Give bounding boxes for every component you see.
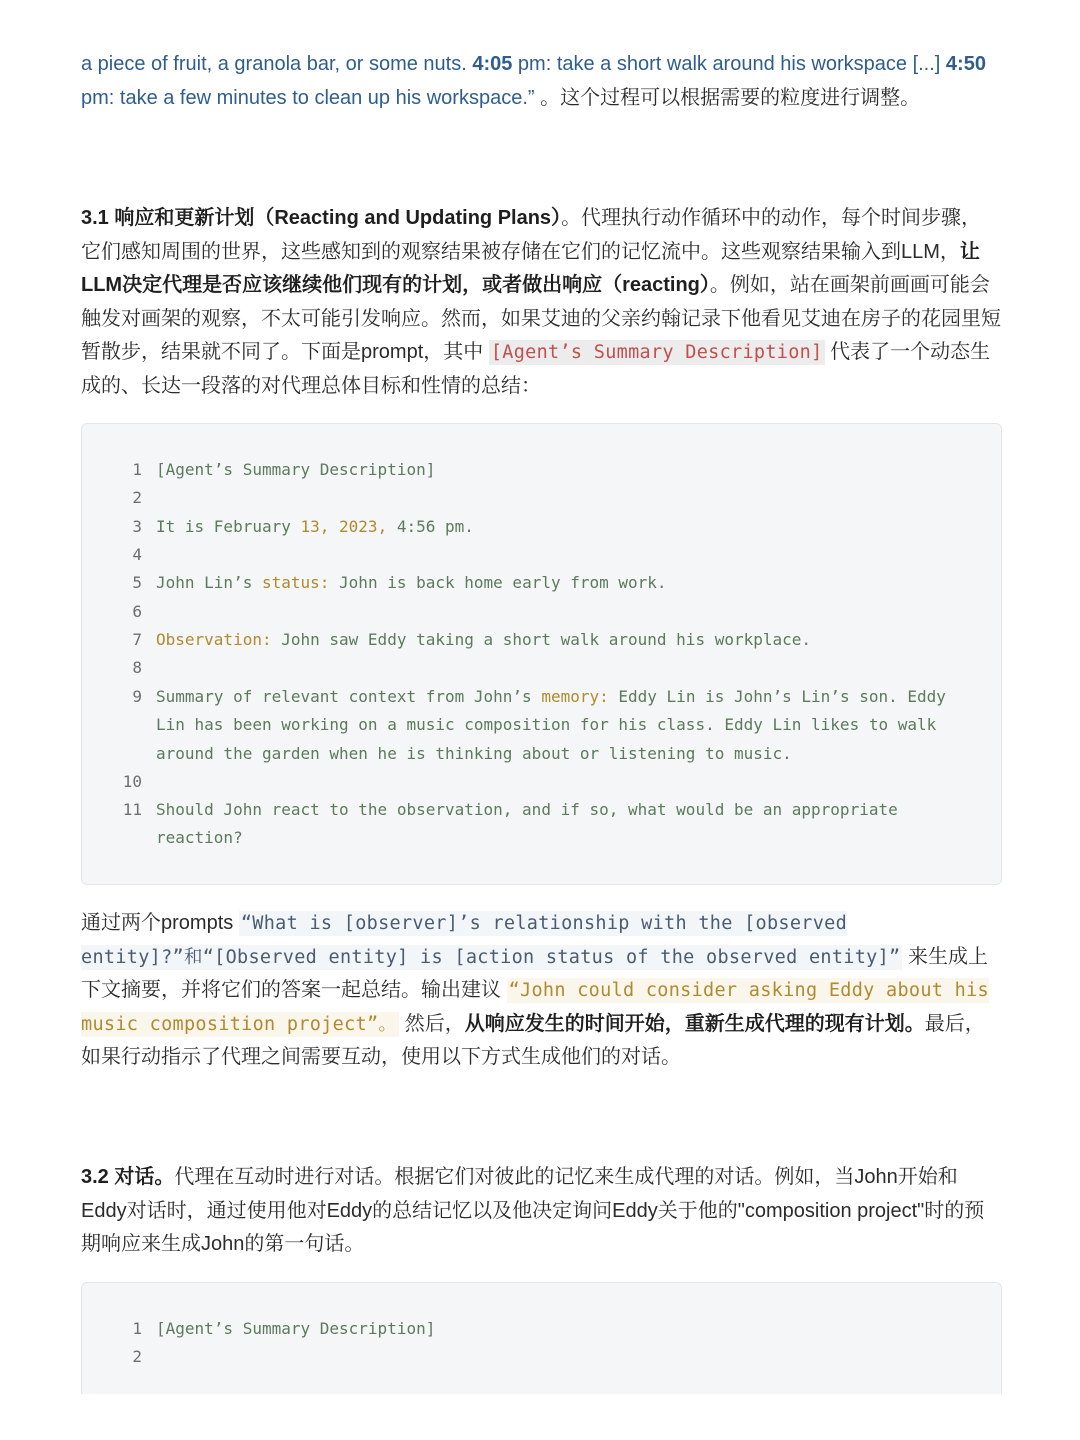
code-text: Should John react to the observation, and if so, what would be an appropriate reaction? (156, 800, 908, 848)
line-number: 5 (132, 573, 142, 592)
section-31-paragraph (81, 202, 1001, 403)
line-number: 8 (132, 658, 142, 677)
code-line (82, 1343, 1001, 1371)
inline-code-suggestion: “John could consider asking Eddy about his music composition project”。 (81, 980, 989, 1035)
section-32-paragraph (81, 1161, 1001, 1262)
section-31-heading: 3.1 响应和更新计划（Reacting and Updating Plans） (81, 207, 562, 229)
code-line (82, 626, 1001, 654)
intro-text-4: pm: take a few minutes to clean up his workspace.” (81, 86, 535, 109)
code-line (82, 541, 1001, 569)
section-31-bold-1: 让LLM决定代理是否应该继续他们现有的计划，或者做出响应（reacting） (81, 240, 980, 296)
code-text: Observation: John saw Eddy taking a short walk around his workplace. (156, 630, 812, 649)
line-number: 6 (132, 602, 142, 621)
page-bottom-edge (0, 1394, 1080, 1440)
code-text: [Agent’s Summary Description] (156, 1319, 436, 1338)
line-number: 1 (132, 1319, 142, 1338)
intro-text-3: [...] (912, 53, 946, 75)
code-text: It is February 13, 2023, 4:56 pm. (156, 517, 474, 536)
code-line (82, 456, 1001, 484)
line-number: 11 (122, 800, 142, 819)
code-text: Summary of relevant context from John’s memory: Eddy Lin is John’s Lin’s son. Eddy Lin has been working on a music composition for his class. Eddy Lin likes to walk around the garden when he is thinking about or listening to music. (156, 687, 956, 763)
code-line (82, 513, 1001, 541)
line-number: 10 (122, 772, 142, 791)
section-31-text-2: 。例如，站在画架前画画可能会触发对画架的观察，不太可能引发响应。然而，如果艾迪的父亲约翰记录下他看见艾迪在房子的花园里短暂散步，结果就不同了。下面是prompt，其中 (81, 274, 1001, 363)
section-32-heading: 3.2 对话。 (81, 1166, 175, 1188)
inline-code-summary: [Agent’s Summary Description] (490, 342, 823, 363)
code-line (82, 1315, 1001, 1343)
code-line (82, 683, 1001, 763)
prompts-bold-1: 从响应发生的时间开始，重新生成代理的现有计划。 (464, 1012, 925, 1035)
prompts-text-2: 来生成上下文摘要，并将它们的答案一起总结。输出建议 (81, 945, 989, 1001)
code-block-1 (81, 423, 1002, 885)
code-line (82, 484, 1001, 512)
line-number: 2 (132, 1347, 142, 1366)
line-number: 1 (132, 460, 142, 479)
prompts-text-3: 然后， (399, 1012, 465, 1035)
inline-code-prompts: “What is [observer]’s relationship with the [observed entity]?”和“[Observed entity] is [action status of the observed entity]” (81, 913, 901, 968)
code-line (82, 569, 1001, 597)
intro-text-2: pm: take a short walk around his workspace (512, 53, 907, 75)
code-line (82, 796, 1001, 848)
line-number: 7 (132, 630, 142, 649)
intro-paragraph (81, 48, 1001, 115)
intro-text-5: 。这个过程可以根据需要的粒度进行调整。 (534, 86, 921, 109)
line-number: 4 (132, 545, 142, 564)
intro-time-1: 4:05 (472, 53, 513, 75)
intro-time-2: 4:50 (945, 53, 986, 75)
line-number: 9 (132, 687, 142, 706)
line-number: 3 (132, 517, 142, 536)
section-32-text-1: 代理在互动时进行对话。根据它们对彼此的记忆来生成代理的对话。例如，当John开始和Eddy对话时，通过使用他对Eddy的总结记忆以及他决定询问Eddy关于他的"composition project"时的预期响应来生成John的第一句话。 (81, 1166, 985, 1255)
intro-text-1: a piece of fruit, a granola bar, or some nuts. (81, 53, 473, 75)
prompts-paragraph (81, 907, 1001, 1075)
code-text: [Agent’s Summary Description] (156, 460, 436, 479)
section-31-text-3: 代表了一个动态生成的、长达一段落的对代理总体目标和性情的总结： (81, 341, 991, 397)
prompts-text-1: 通过两个prompts (81, 912, 239, 934)
code-text: John Lin’s status: John is back home early from work. (156, 573, 667, 592)
code-line (82, 598, 1001, 626)
prompts-text-4: 最后，如果行动指示了代理之间需要互动，使用以下方式生成他们的对话。 (81, 1012, 985, 1068)
code-line (82, 768, 1001, 796)
line-number: 2 (132, 488, 142, 507)
code-line (82, 654, 1001, 682)
section-31-text-1: 。代理执行动作循环中的动作，每个时间步骤，它们感知周围的世界，这些感知到的观察结果被存储在它们的记忆流中。这些观察结果输入到LLM， (81, 207, 982, 263)
